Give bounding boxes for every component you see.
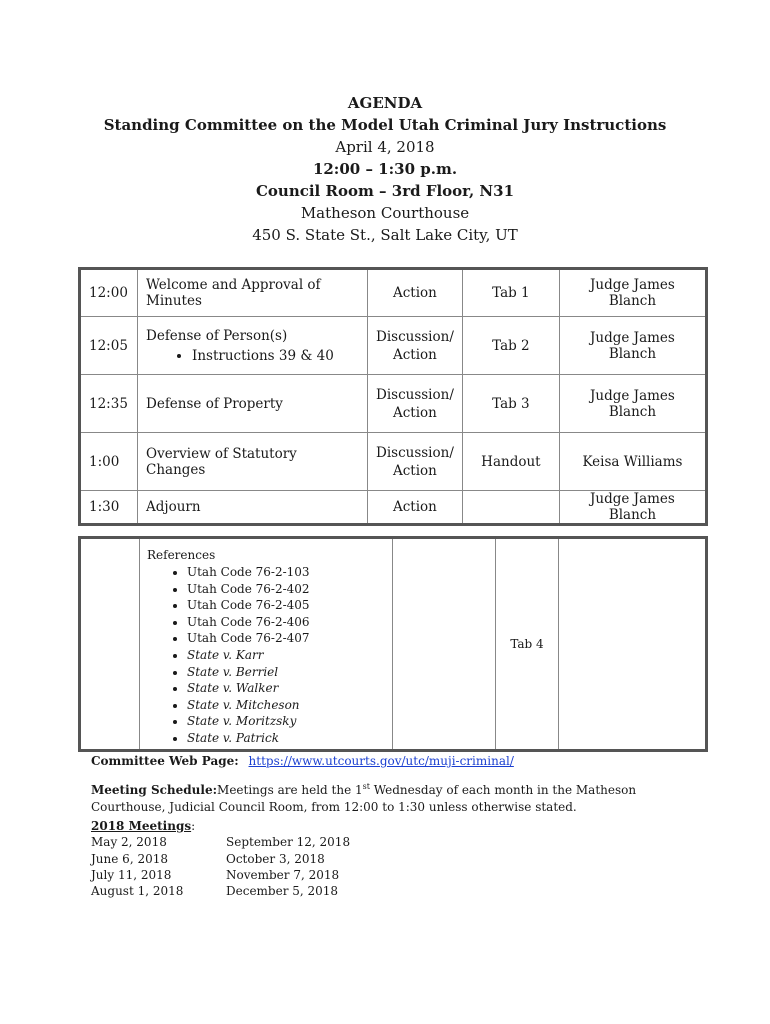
schedule-text: Meetings are held the 1 — [217, 783, 363, 797]
meeting-date-item: August 1, 2018 — [91, 884, 184, 899]
reference-code: • Utah Code 76-2-402 — [187, 581, 391, 598]
agenda-item-bullets — [146, 348, 359, 364]
agenda-lead: Judge James Blanch — [559, 317, 706, 375]
agenda-type: Action — [368, 491, 463, 525]
agenda-row — [80, 269, 707, 317]
meeting-date: April 4, 2018 — [335, 138, 435, 156]
reference-case: • State v. Walker — [187, 680, 391, 697]
meetings-title: 2018 Meetings — [91, 819, 192, 833]
agenda-item: Welcome and Approval of Minutes — [138, 269, 368, 317]
references-title: References — [147, 548, 216, 562]
meeting-time: 12:00 – 1:30 p.m. — [312, 160, 458, 178]
meeting-date-item: October 3, 2018 — [226, 851, 325, 866]
agenda-item: Adjourn — [138, 491, 368, 525]
agenda-item: Overview of Statutory Changes — [138, 433, 368, 491]
agenda-type: Action — [368, 269, 463, 317]
agenda-lead: Judge James Blanch — [559, 269, 706, 317]
references-list — [141, 564, 391, 747]
schedule-text-rest: Wednesday of each month in the Matheson Courthouse, Judicial Council Room, from 12:00 to 1:30 unless otherwise stated. — [91, 783, 637, 814]
committee-web-page — [91, 754, 514, 768]
references-empty-cell — [393, 538, 496, 751]
agenda-lead: Judge James Blanch — [559, 491, 706, 525]
meeting-date-item: September 12, 2018 — [226, 835, 351, 850]
meeting-address: 450 S. State St., Salt Lake City, UT — [252, 226, 518, 244]
agenda-time: 12:35 — [80, 375, 138, 433]
agenda-lead: Judge James Blanch — [559, 375, 706, 433]
agenda-type: Discussion/ Action — [368, 317, 463, 375]
meeting-dates-col1 — [91, 834, 226, 899]
agenda-row — [80, 375, 707, 433]
references-tab: Tab 4 — [496, 538, 559, 751]
reference-code: • Utah Code 76-2-103 — [187, 564, 391, 581]
agenda-time: 1:00 — [80, 433, 138, 491]
meeting-date-item: June 6, 2018 — [91, 851, 168, 866]
web-page-label: Committee Web Page: — [91, 754, 239, 768]
meeting-building: Matheson Courthouse — [300, 204, 470, 222]
agenda-item-bullet: • Instructions 39 & 40 — [192, 348, 359, 364]
meeting-date-item: May 2, 2018 — [91, 835, 167, 850]
references-row — [80, 538, 707, 751]
reference-case: • State v. Mitcheson — [187, 697, 391, 714]
agenda-tab: Tab 3 — [462, 375, 559, 433]
meeting-date-item: December 5, 2018 — [226, 884, 339, 899]
meetings-colon: : — [191, 819, 196, 833]
meeting-date-item: July 11, 2018 — [91, 867, 172, 882]
agenda-item: Defense of Property — [138, 375, 368, 433]
references-table — [78, 536, 708, 752]
agenda-table — [78, 267, 708, 526]
agenda-type: Discussion/ Action — [368, 375, 463, 433]
reference-code: • Utah Code 76-2-406 — [187, 614, 391, 631]
meetings-2018 — [91, 818, 350, 899]
meetings-heading — [91, 818, 350, 834]
agenda-item-cell — [138, 317, 368, 375]
reference-code: • Utah Code 76-2-407 — [187, 630, 391, 647]
reference-code: • Utah Code 76-2-405 — [187, 597, 391, 614]
agenda-tab: Handout — [462, 433, 559, 491]
agenda-row — [80, 491, 707, 525]
agenda-tab: Tab 2 — [462, 317, 559, 375]
schedule-ordinal: st — [362, 782, 370, 791]
reference-case: • State v. Karr — [187, 647, 391, 664]
meeting-date-item: November 7, 2018 — [226, 867, 340, 882]
meeting-dates-col2 — [226, 834, 350, 899]
references-cell — [140, 538, 393, 751]
agenda-header — [0, 92, 770, 246]
reference-case: • State v. Moritzsky — [187, 713, 391, 730]
reference-case: • State v. Berriel — [187, 664, 391, 681]
agenda-time: 12:05 — [80, 317, 138, 375]
agenda-title: AGENDA — [347, 94, 423, 112]
agenda-tab: Tab 1 — [462, 269, 559, 317]
agenda-row — [80, 317, 707, 375]
meeting-dates — [91, 834, 350, 899]
agenda-lead: Keisa Williams — [559, 433, 706, 491]
committee-name: Standing Committee on the Model Utah Criminal Jury Instructions — [103, 116, 667, 134]
agenda-time: 12:00 — [80, 269, 138, 317]
meeting-room: Council Room – 3rd Floor, N31 — [255, 182, 515, 200]
agenda-item: Defense of Person(s) — [146, 327, 288, 344]
schedule-label: Meeting Schedule: — [91, 783, 218, 797]
references-empty-cell — [559, 538, 707, 751]
web-page-link[interactable]: https://www.utcourts.gov/utc/muji-criminal/ — [248, 754, 514, 768]
agenda-time: 1:30 — [80, 491, 138, 525]
agenda-type: Discussion/ Action — [368, 433, 463, 491]
agenda-tab — [462, 491, 559, 525]
reference-case: • State v. Patrick — [187, 730, 391, 747]
references-empty-cell — [80, 538, 140, 751]
meeting-schedule — [91, 778, 691, 816]
agenda-row — [80, 433, 707, 491]
